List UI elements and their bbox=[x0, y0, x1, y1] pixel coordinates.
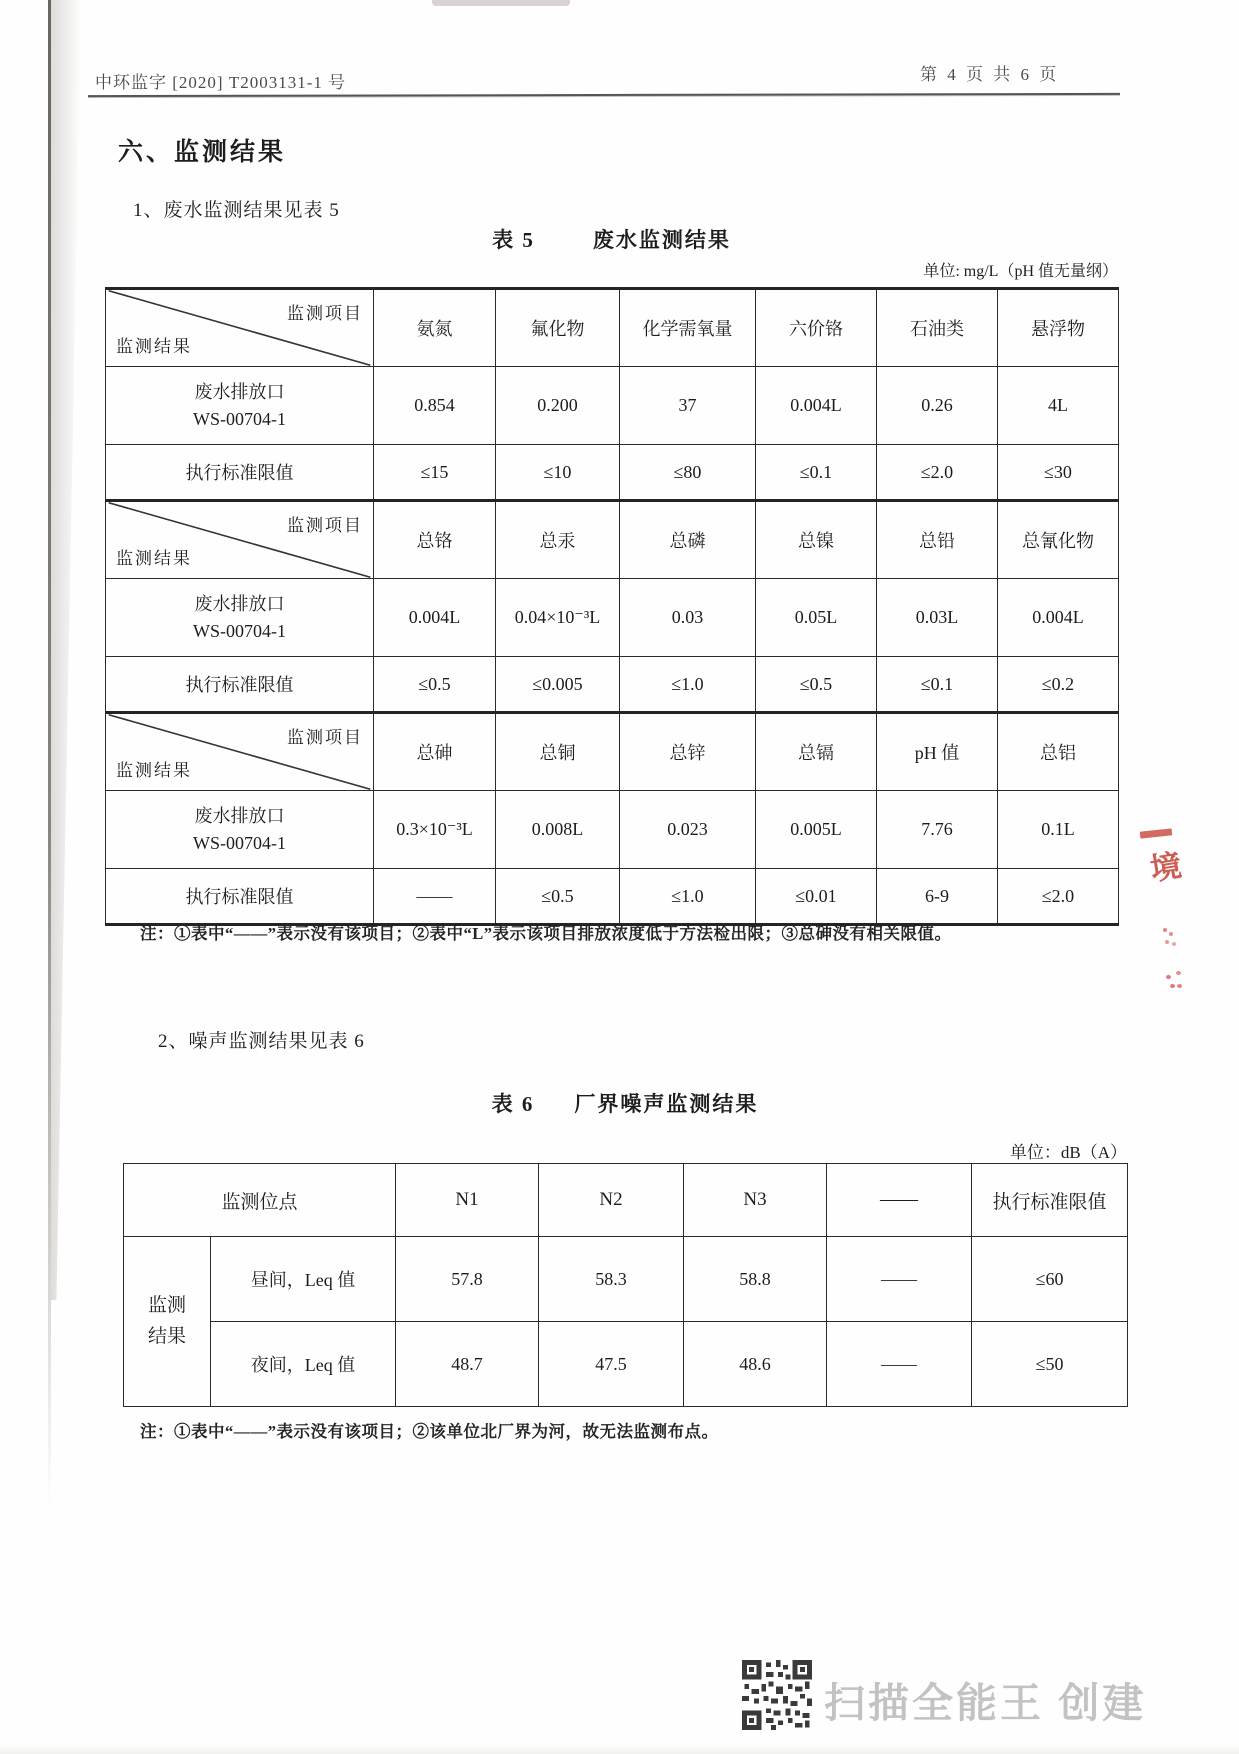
limit-cell: ≤1.0 bbox=[620, 657, 756, 713]
red-stamp-stroke bbox=[1140, 828, 1173, 838]
value-cell: 47.5 bbox=[539, 1322, 684, 1407]
outlet-row-label bbox=[106, 367, 374, 445]
col-header: 总磷 bbox=[620, 501, 756, 579]
table6-caption-label: 表 6 bbox=[491, 1092, 535, 1116]
col-header: 执行标准限值 bbox=[972, 1164, 1128, 1237]
table5-caption-label: 表 5 bbox=[492, 228, 535, 252]
limit-row-label: 执行标准限值 bbox=[106, 657, 374, 713]
col-header: 总氰化物 bbox=[998, 501, 1119, 579]
col-header: 石油类 bbox=[877, 289, 998, 367]
limit-cell: —— bbox=[374, 869, 496, 925]
table5-caption bbox=[105, 224, 1118, 254]
outlet-code: WS-00704-1 bbox=[193, 620, 286, 641]
col-header: 总砷 bbox=[374, 713, 496, 791]
corner-label-result: 监测结果 bbox=[116, 761, 192, 780]
col-header: 六价铬 bbox=[756, 289, 877, 367]
table5-unit: 单位: mg/L（pH 值无量纲） bbox=[923, 263, 1118, 280]
row-label: 夜间，Leq 值 bbox=[211, 1322, 396, 1407]
red-stamp-fragment bbox=[1166, 975, 1171, 979]
value-cell: 48.6 bbox=[684, 1322, 827, 1407]
subsection-2-title: 2、噪声监测结果见表 6 bbox=[158, 1031, 365, 1052]
col-header: 总汞 bbox=[496, 501, 620, 579]
value-cell: 0.005L bbox=[756, 791, 877, 869]
row-label: 昼间，Leq 值 bbox=[211, 1237, 396, 1322]
value-cell: 0.05L bbox=[756, 579, 877, 657]
table6-unit: 单位：dB（A） bbox=[1009, 1143, 1127, 1162]
outlet-row-label bbox=[106, 579, 374, 657]
value-cell: 0.004L bbox=[374, 579, 496, 657]
limit-cell: ≤0.5 bbox=[374, 657, 496, 713]
limit-row-label: 执行标准限值 bbox=[106, 869, 374, 925]
value-cell: 0.004L bbox=[756, 367, 877, 445]
value-cell: 7.76 bbox=[877, 791, 998, 869]
value-cell: —— bbox=[827, 1322, 972, 1407]
limit-cell: ≤30 bbox=[998, 445, 1119, 501]
limit-cell: ≤0.2 bbox=[998, 657, 1119, 713]
scan-bottom-shadow bbox=[0, 1744, 1239, 1754]
scan-top-smudge bbox=[432, 0, 570, 6]
limit-cell: ≤80 bbox=[620, 445, 756, 501]
limit-cell: ≤50 bbox=[972, 1322, 1128, 1407]
limit-cell: 6-9 bbox=[877, 869, 998, 925]
table5-caption-text: 废水监测结果 bbox=[592, 228, 731, 252]
col-header: 总铬 bbox=[374, 501, 496, 579]
outlet-name: 废水排放口 bbox=[194, 381, 285, 402]
limit-cell: ≤0.5 bbox=[756, 657, 877, 713]
subsection-1-title: 1、废水监测结果见表 5 bbox=[133, 200, 340, 221]
corner-label-item: 监测项目 bbox=[287, 728, 363, 747]
col-header: pH 值 bbox=[877, 713, 998, 791]
group-label-line2: 结果 bbox=[147, 1325, 186, 1347]
value-cell: 0.023 bbox=[620, 791, 756, 869]
col-header: 总镉 bbox=[756, 713, 877, 791]
col-header: 化学需氧量 bbox=[620, 289, 756, 367]
limit-cell: ≤2.0 bbox=[998, 869, 1119, 925]
value-cell: —— bbox=[827, 1237, 972, 1322]
col-header: 氨氮 bbox=[374, 289, 496, 367]
value-cell: 0.008L bbox=[496, 791, 620, 869]
outlet-name: 废水排放口 bbox=[194, 593, 285, 614]
table6-caption-text: 厂界噪声监测结果 bbox=[574, 1092, 759, 1116]
corner-label-item: 监测项目 bbox=[287, 304, 363, 323]
value-cell: 0.03L bbox=[877, 579, 998, 657]
table6-note: 注：①表中“——”表示没有该项目；②该单位北厂界为河，故无法监测布点。 bbox=[140, 1422, 719, 1441]
limit-cell: ≤15 bbox=[374, 445, 496, 501]
result-group-label bbox=[124, 1237, 211, 1407]
value-cell: 0.200 bbox=[496, 367, 620, 445]
limit-row-label: 执行标准限值 bbox=[106, 445, 374, 501]
limit-cell: ≤0.1 bbox=[877, 657, 998, 713]
col-header: N1 bbox=[396, 1164, 539, 1237]
corner-label-result: 监测结果 bbox=[116, 549, 192, 568]
camscanner-watermark: 扫描全能王 创建 bbox=[824, 1680, 1147, 1726]
value-cell: 0.004L bbox=[998, 579, 1119, 657]
corner-label-item: 监测项目 bbox=[287, 516, 363, 535]
col-header: 总铅 bbox=[877, 501, 998, 579]
diagonal-header-cell bbox=[106, 289, 374, 367]
header-rule bbox=[88, 93, 1120, 97]
value-cell: 0.26 bbox=[877, 367, 998, 445]
col-header: 悬浮物 bbox=[998, 289, 1119, 367]
value-cell: 0.04×10⁻³L bbox=[496, 579, 620, 657]
col-header: 氟化物 bbox=[496, 289, 620, 367]
col-header: N2 bbox=[539, 1164, 684, 1237]
col-header: —— bbox=[827, 1164, 972, 1237]
qr-code-icon bbox=[742, 1660, 812, 1730]
col-header: N3 bbox=[684, 1164, 827, 1237]
col-header: 总铝 bbox=[998, 713, 1119, 791]
outlet-code: WS-00704-1 bbox=[193, 832, 286, 853]
limit-cell: ≤0.005 bbox=[496, 657, 620, 713]
value-cell: 37 bbox=[620, 367, 756, 445]
value-cell: 58.3 bbox=[539, 1237, 684, 1322]
corner-label-result: 监测结果 bbox=[116, 337, 192, 356]
value-cell: 0.3×10⁻³L bbox=[374, 791, 496, 869]
wastewater-results-table bbox=[105, 287, 1119, 926]
red-stamp-character: 境 bbox=[1147, 847, 1185, 888]
value-cell: 0.03 bbox=[620, 579, 756, 657]
scan-edge-line bbox=[48, 0, 51, 1508]
group-label-line1: 监测 bbox=[147, 1295, 186, 1317]
table6-caption bbox=[123, 1088, 1127, 1118]
outlet-code: WS-00704-1 bbox=[193, 408, 286, 429]
limit-cell: ≤0.01 bbox=[756, 869, 877, 925]
limit-cell: ≤2.0 bbox=[877, 445, 998, 501]
col-header: 总锌 bbox=[620, 713, 756, 791]
limit-cell: ≤0.5 bbox=[496, 869, 620, 925]
scan-edge-shadow bbox=[51, 0, 81, 1300]
value-cell: 57.8 bbox=[396, 1237, 539, 1322]
document-number: 中环监字 [2020] T2003131-1 号 bbox=[95, 73, 347, 92]
limit-cell: ≤0.1 bbox=[756, 445, 877, 501]
outlet-name: 废水排放口 bbox=[194, 805, 285, 826]
value-cell: 58.8 bbox=[684, 1237, 827, 1322]
value-cell: 0.1L bbox=[998, 791, 1119, 869]
page-number: 第 4 页 共 6 页 bbox=[920, 65, 1060, 84]
table5-note: 注：①表中“——”表示没有该项目；②表中“L”表示该项目排放浓度低于方法检出限；③总砷没有相关限值。 bbox=[140, 924, 952, 943]
col-header: 监测位点 bbox=[124, 1164, 396, 1237]
noise-results-table bbox=[123, 1163, 1128, 1407]
limit-cell: ≤10 bbox=[496, 445, 620, 501]
limit-cell: ≤60 bbox=[972, 1237, 1128, 1322]
value-cell: 48.7 bbox=[396, 1322, 539, 1407]
limit-cell: ≤1.0 bbox=[620, 869, 756, 925]
diagonal-header-cell bbox=[106, 501, 374, 579]
outlet-row-label bbox=[106, 791, 374, 869]
red-stamp-fragment bbox=[1163, 928, 1167, 932]
value-cell: 0.854 bbox=[374, 367, 496, 445]
value-cell: 4L bbox=[998, 367, 1119, 445]
col-header: 总镍 bbox=[756, 501, 877, 579]
section-title: 六、监测结果 bbox=[118, 139, 287, 166]
diagonal-header-cell bbox=[106, 713, 374, 791]
col-header: 总铜 bbox=[496, 713, 620, 791]
